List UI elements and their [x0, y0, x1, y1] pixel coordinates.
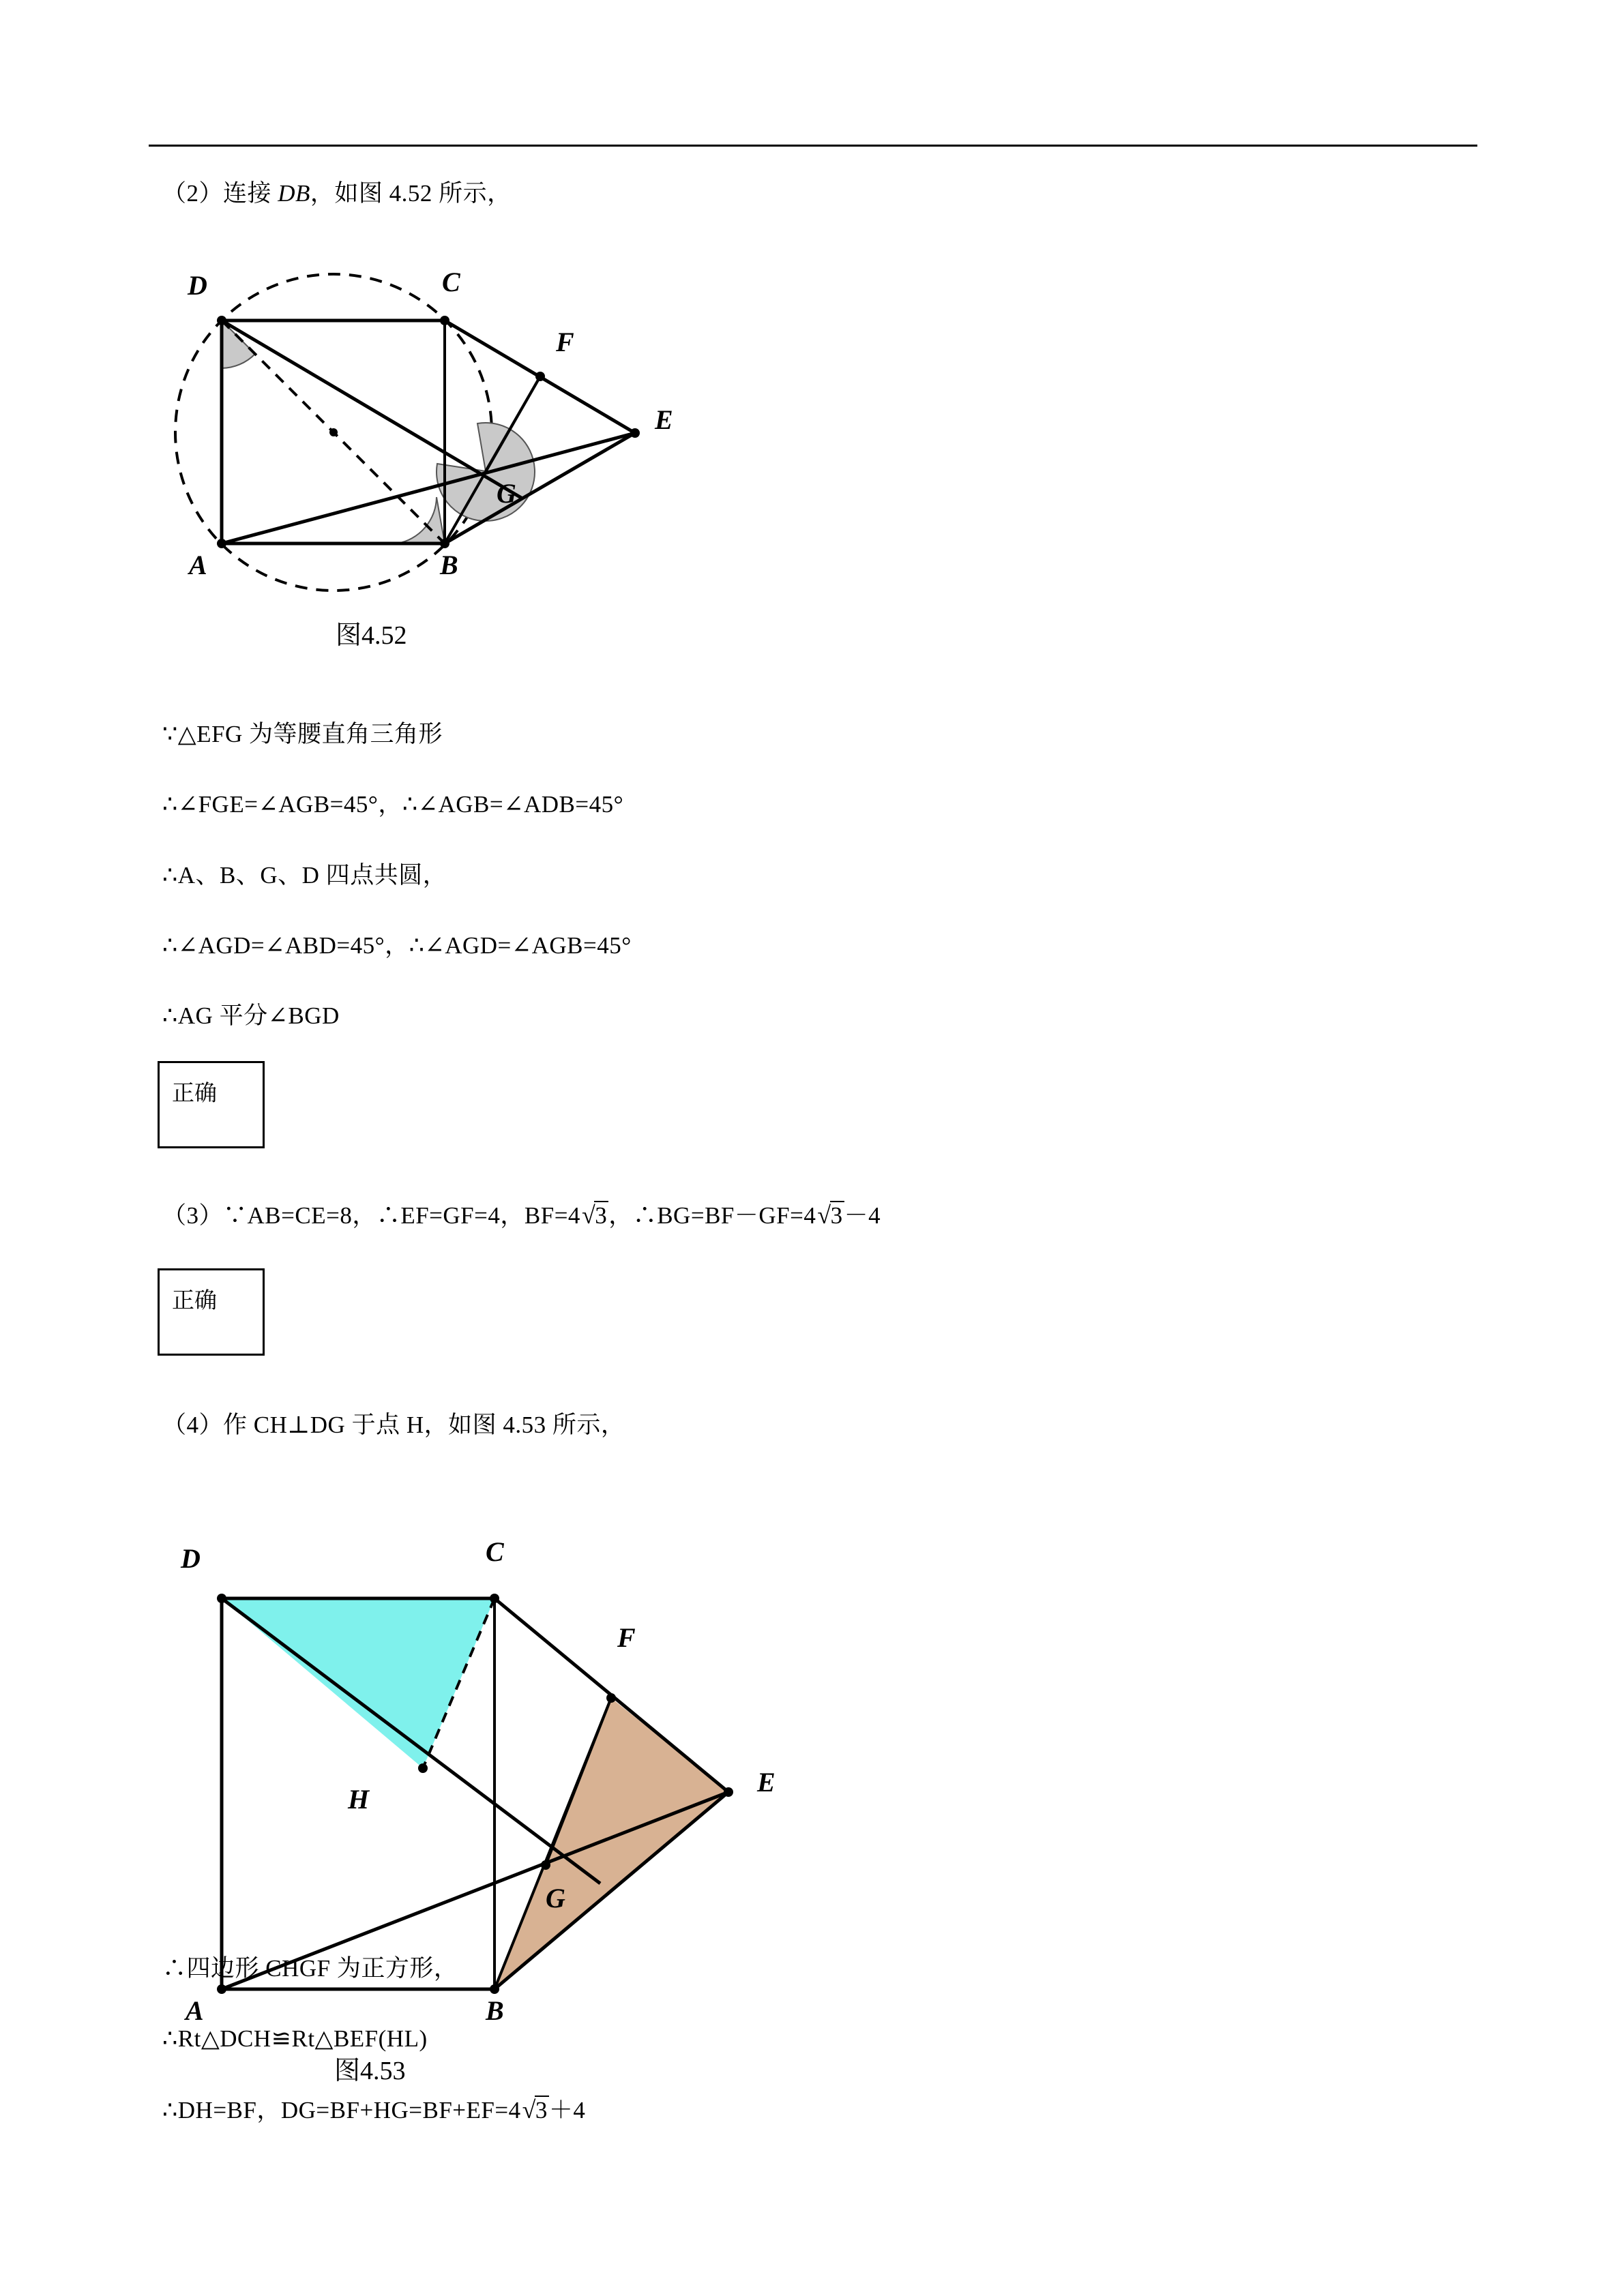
region-fgbe-fill: [494, 1698, 728, 1989]
vertex-dot-f-2: [606, 1693, 616, 1703]
figure-4-52-label-a: A: [189, 550, 207, 580]
step-3-part-b: ，∴BG=BF－GF=4: [608, 1202, 816, 1229]
proof-line-dh-bf: [162, 2095, 585, 2126]
proof-line-congruent-hl: ∴Rt△DCH≌Rt△BEF(HL): [162, 2025, 428, 2052]
vertex-dot-e-2: [724, 1787, 733, 1797]
vertex-dot-h: [418, 1763, 428, 1773]
step-3-part-c: －4: [844, 1202, 881, 1229]
figure-4-53-label-g: G: [546, 1883, 565, 1913]
proof-line-ag-bisects: ∴AG 平分∠BGD: [162, 1002, 340, 1029]
radical-symbol-2: √: [817, 1202, 831, 1229]
figure-4-52-label-g: G: [497, 478, 516, 509]
figure-4-52-label-e: E: [655, 404, 673, 435]
figure-4-53-label-e: E: [757, 1767, 776, 1798]
figure-4-53-label-f: F: [617, 1622, 636, 1653]
vertex-dot-c-2: [490, 1594, 499, 1603]
figure-4-53-label-c: C: [486, 1536, 504, 1567]
step-4-heading: （4）作 CH⊥DG 于点 H，如图 4.53 所示，: [162, 1412, 625, 1438]
step-2-segment-db: DB: [278, 180, 310, 207]
figure-4-53-canvas: [0, 0, 853, 2114]
figure-4-53-label-b: B: [486, 1995, 504, 2026]
proof-line-chgf-square: ∴四边形 CHGF 为正方形，: [162, 1955, 458, 1982]
figure-4-53-label-h: H: [348, 1784, 370, 1815]
vertex-dot-g-2: [541, 1860, 550, 1870]
vertex-dot-a-2: [217, 1984, 226, 1994]
vertex-dot-d-2: [217, 1594, 226, 1603]
radical-3: [521, 2095, 549, 2126]
radicand-1: 3: [595, 1202, 608, 1229]
figure-4-52-label-d: D: [188, 270, 207, 301]
figure-4-52-label-b: B: [440, 550, 458, 580]
proof-line-agd-abd: ∴∠AGD=∠ABD=45°，∴∠AGD=∠AGB=45°: [162, 932, 632, 959]
proof-line-efg-isosceles: ∵△EFG 为等腰直角三角形: [162, 721, 443, 747]
figure-4-53: [0, 0, 853, 2114]
step-2-suffix: ，如图 4.52 所示，: [310, 180, 512, 207]
figure-4-53-label-a: A: [186, 1995, 204, 2026]
proof-line-concyclic: ∴A、B、G、D 四点共圆，: [162, 862, 447, 889]
figure-4-53-caption: 图4.53: [334, 2057, 406, 2085]
figure-4-53-label-d: D: [181, 1543, 201, 1574]
region-dch-fill: [222, 1598, 494, 1768]
proof-line-dh-bf-part-b: ＋4: [548, 2097, 586, 2123]
proof-line-fge-agb: ∴∠FGE=∠AGB=45°，∴∠AGB=∠ADB=45°: [162, 791, 624, 818]
figure-4-52-caption: 图4.52: [336, 621, 407, 650]
radical-symbol-1: √: [581, 1202, 596, 1229]
figure-4-52-label-f: F: [556, 327, 574, 357]
figure-4-52-label-c: C: [442, 267, 460, 297]
answer-box-2-text: 正确: [172, 1289, 217, 1313]
radicand-3: 3: [535, 2097, 548, 2123]
answer-box-1-text: 正确: [172, 1082, 217, 1106]
step-2-prefix: （2）连接: [162, 180, 278, 207]
proof-line-dh-bf-part-a: ∴DH=BF，DG=BF+HG=BF+EF=4: [162, 2097, 521, 2123]
vertex-dot-b-2: [490, 1984, 499, 1994]
radical-symbol-3: √: [522, 2096, 536, 2123]
radicand-2: 3: [830, 1202, 843, 1229]
step-3-part-a: （3）∵AB=CE=8，∴EF=GF=4，BF=4: [162, 1202, 580, 1229]
